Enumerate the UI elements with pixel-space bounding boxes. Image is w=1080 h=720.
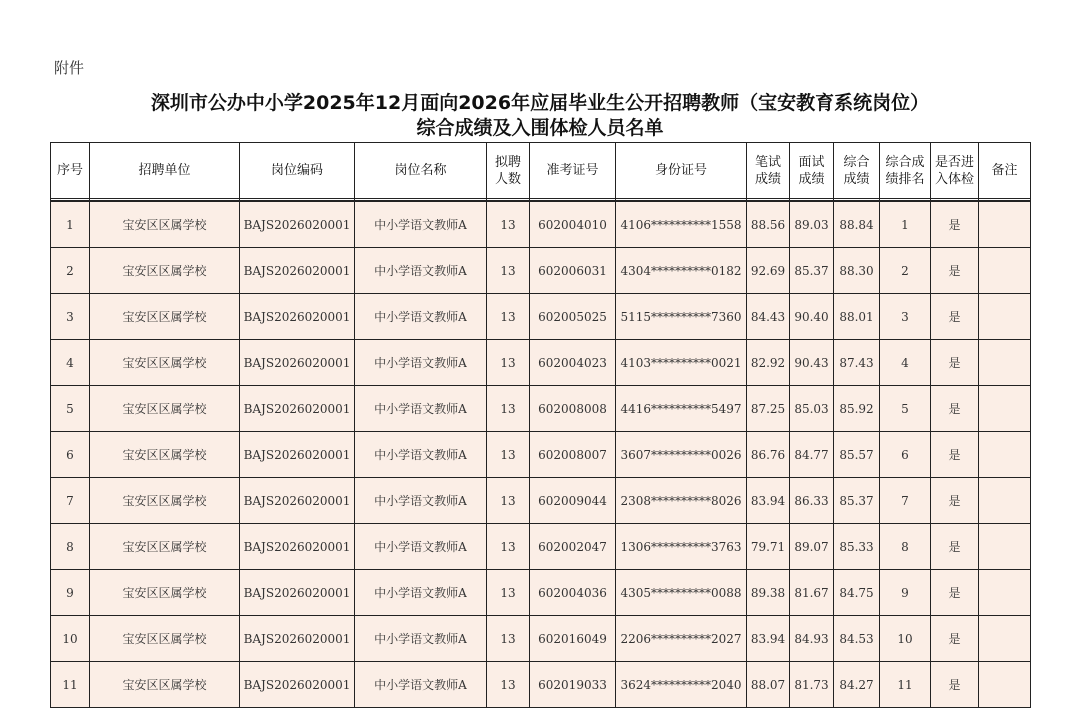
cell-unit: 宝安区区属学校 bbox=[90, 616, 240, 662]
cell-interview-score: 89.03 bbox=[790, 201, 834, 248]
cell-rank: 9 bbox=[880, 570, 931, 616]
cell-post-code: BAJS2026020001 bbox=[240, 248, 355, 294]
table-row bbox=[51, 340, 1031, 386]
cell-remarks bbox=[979, 478, 1031, 524]
cell-written-score: 84.43 bbox=[747, 294, 790, 340]
header-post-name bbox=[355, 143, 487, 199]
header-exam-no-label: 准考证号 bbox=[546, 163, 599, 178]
cell-seq: 10 bbox=[51, 616, 90, 662]
cell-total-score: 88.30 bbox=[834, 248, 880, 294]
cell-id-no: 5115**********7360 bbox=[616, 294, 747, 340]
cell-medical-check: 是 bbox=[931, 294, 979, 340]
cell-post-code: BAJS2026020001 bbox=[240, 524, 355, 570]
cell-total-score: 85.57 bbox=[834, 432, 880, 478]
cell-interview-score: 81.73 bbox=[790, 662, 834, 708]
cell-quota: 13 bbox=[487, 524, 530, 570]
cell-written-score: 92.69 bbox=[747, 248, 790, 294]
cell-seq: 8 bbox=[51, 524, 90, 570]
cell-seq: 7 bbox=[51, 478, 90, 524]
cell-remarks bbox=[979, 662, 1031, 708]
cell-unit: 宝安区区属学校 bbox=[90, 340, 240, 386]
cell-id-no: 4416**********5497 bbox=[616, 386, 747, 432]
cell-remarks bbox=[979, 432, 1031, 478]
cell-rank: 1 bbox=[880, 201, 931, 248]
cell-quota: 13 bbox=[487, 340, 530, 386]
cell-medical-check: 是 bbox=[931, 616, 979, 662]
cell-total-score: 85.37 bbox=[834, 478, 880, 524]
cell-remarks bbox=[979, 524, 1031, 570]
cell-quota: 13 bbox=[487, 570, 530, 616]
table-row bbox=[51, 294, 1031, 340]
cell-remarks bbox=[979, 616, 1031, 662]
cell-medical-check: 是 bbox=[931, 340, 979, 386]
cell-post-code: BAJS2026020001 bbox=[240, 201, 355, 248]
cell-post-code: BAJS2026020001 bbox=[240, 662, 355, 708]
header-post-name-label: 岗位名称 bbox=[394, 163, 447, 178]
table-row bbox=[51, 201, 1031, 248]
cell-total-score: 85.92 bbox=[834, 386, 880, 432]
header-rank-line1: 综合成 bbox=[885, 154, 925, 170]
header-written bbox=[747, 143, 790, 199]
cell-quota: 13 bbox=[487, 201, 530, 248]
header-rank-line2: 绩排名 bbox=[885, 171, 925, 187]
cell-interview-score: 84.77 bbox=[790, 432, 834, 478]
cell-post-name: 中小学语文教师A bbox=[355, 662, 487, 708]
cell-written-score: 88.07 bbox=[747, 662, 790, 708]
header-medical-line2: 入体检 bbox=[934, 171, 974, 187]
table-row bbox=[51, 662, 1031, 708]
table-header-row bbox=[51, 143, 1031, 199]
cell-post-name: 中小学语文教师A bbox=[355, 616, 487, 662]
cell-interview-score: 81.67 bbox=[790, 570, 834, 616]
cell-remarks bbox=[979, 294, 1031, 340]
cell-unit: 宝安区区属学校 bbox=[90, 201, 240, 248]
cell-quota: 13 bbox=[487, 662, 530, 708]
cell-exam-no: 602004036 bbox=[530, 570, 616, 616]
cell-interview-score: 90.43 bbox=[790, 340, 834, 386]
header-interview-line2: 成绩 bbox=[798, 171, 825, 187]
cell-post-name: 中小学语文教师A bbox=[355, 386, 487, 432]
header-id-no bbox=[616, 143, 747, 199]
cell-remarks bbox=[979, 570, 1031, 616]
attachment-label: 附件 bbox=[54, 59, 85, 77]
cell-rank: 5 bbox=[880, 386, 931, 432]
header-seq bbox=[51, 143, 90, 199]
table-row bbox=[51, 616, 1031, 662]
cell-written-score: 89.38 bbox=[747, 570, 790, 616]
table-row bbox=[51, 432, 1031, 478]
header-unit bbox=[90, 143, 240, 199]
cell-total-score: 84.75 bbox=[834, 570, 880, 616]
cell-post-name: 中小学语文教师A bbox=[355, 570, 487, 616]
cell-total-score: 84.53 bbox=[834, 616, 880, 662]
cell-unit: 宝安区区属学校 bbox=[90, 248, 240, 294]
header-total bbox=[834, 143, 880, 199]
cell-quota: 13 bbox=[487, 478, 530, 524]
cell-written-score: 83.94 bbox=[747, 616, 790, 662]
cell-id-no: 4106**********1558 bbox=[616, 201, 747, 248]
cell-exam-no: 602008008 bbox=[530, 386, 616, 432]
header-interview-line1: 面试 bbox=[798, 154, 825, 170]
cell-post-code: BAJS2026020001 bbox=[240, 432, 355, 478]
cell-post-name: 中小学语文教师A bbox=[355, 432, 487, 478]
cell-written-score: 83.94 bbox=[747, 478, 790, 524]
cell-seq: 4 bbox=[51, 340, 90, 386]
cell-remarks bbox=[979, 248, 1031, 294]
cell-quota: 13 bbox=[487, 386, 530, 432]
cell-exam-no: 602002047 bbox=[530, 524, 616, 570]
cell-rank: 3 bbox=[880, 294, 931, 340]
cell-post-code: BAJS2026020001 bbox=[240, 478, 355, 524]
cell-quota: 13 bbox=[487, 432, 530, 478]
cell-unit: 宝安区区属学校 bbox=[90, 662, 240, 708]
cell-written-score: 87.25 bbox=[747, 386, 790, 432]
header-total-line1: 综合 bbox=[843, 154, 870, 170]
cell-written-score: 82.92 bbox=[747, 340, 790, 386]
cell-written-score: 88.56 bbox=[747, 201, 790, 248]
table-row bbox=[51, 524, 1031, 570]
header-remarks-label: 备注 bbox=[991, 163, 1018, 178]
cell-post-code: BAJS2026020001 bbox=[240, 386, 355, 432]
table-row bbox=[51, 386, 1031, 432]
cell-seq: 11 bbox=[51, 662, 90, 708]
cell-written-score: 86.76 bbox=[747, 432, 790, 478]
cell-total-score: 84.27 bbox=[834, 662, 880, 708]
cell-rank: 2 bbox=[880, 248, 931, 294]
cell-unit: 宝安区区属学校 bbox=[90, 294, 240, 340]
cell-seq: 1 bbox=[51, 201, 90, 248]
cell-id-no: 4103**********0021 bbox=[616, 340, 747, 386]
cell-post-code: BAJS2026020001 bbox=[240, 340, 355, 386]
cell-exam-no: 602004023 bbox=[530, 340, 616, 386]
cell-interview-score: 84.93 bbox=[790, 616, 834, 662]
cell-id-no: 4305**********0088 bbox=[616, 570, 747, 616]
cell-medical-check: 是 bbox=[931, 201, 979, 248]
results-table bbox=[50, 142, 1031, 708]
cell-id-no: 3607**********0026 bbox=[616, 432, 747, 478]
cell-quota: 13 bbox=[487, 294, 530, 340]
cell-medical-check: 是 bbox=[931, 570, 979, 616]
cell-exam-no: 602016049 bbox=[530, 616, 616, 662]
cell-post-code: BAJS2026020001 bbox=[240, 570, 355, 616]
header-written-line1: 笔试 bbox=[754, 154, 781, 170]
header-unit-label: 招聘单位 bbox=[138, 163, 191, 178]
cell-exam-no: 602004010 bbox=[530, 201, 616, 248]
cell-total-score: 85.33 bbox=[834, 524, 880, 570]
header-id-no-label: 身份证号 bbox=[654, 163, 707, 178]
cell-written-score: 79.71 bbox=[747, 524, 790, 570]
cell-quota: 13 bbox=[487, 248, 530, 294]
cell-remarks bbox=[979, 386, 1031, 432]
cell-post-name: 中小学语文教师A bbox=[355, 524, 487, 570]
cell-unit: 宝安区区属学校 bbox=[90, 570, 240, 616]
header-rank bbox=[880, 143, 931, 199]
cell-id-no: 3624**********2040 bbox=[616, 662, 747, 708]
cell-unit: 宝安区区属学校 bbox=[90, 432, 240, 478]
cell-post-name: 中小学语文教师A bbox=[355, 201, 487, 248]
cell-id-no: 1306**********3763 bbox=[616, 524, 747, 570]
cell-interview-score: 90.40 bbox=[790, 294, 834, 340]
cell-exam-no: 602019033 bbox=[530, 662, 616, 708]
cell-interview-score: 85.03 bbox=[790, 386, 834, 432]
cell-exam-no: 602008007 bbox=[530, 432, 616, 478]
cell-interview-score: 85.37 bbox=[790, 248, 834, 294]
header-quota bbox=[487, 143, 530, 199]
cell-medical-check: 是 bbox=[931, 386, 979, 432]
cell-id-no: 2308**********8026 bbox=[616, 478, 747, 524]
cell-seq: 6 bbox=[51, 432, 90, 478]
cell-quota: 13 bbox=[487, 616, 530, 662]
table-row bbox=[51, 248, 1031, 294]
header-post-code-label: 岗位编码 bbox=[270, 163, 323, 178]
header-exam-no bbox=[530, 143, 616, 199]
header-written-line2: 成绩 bbox=[754, 171, 781, 187]
cell-total-score: 88.01 bbox=[834, 294, 880, 340]
cell-rank: 7 bbox=[880, 478, 931, 524]
cell-interview-score: 86.33 bbox=[790, 478, 834, 524]
cell-medical-check: 是 bbox=[931, 432, 979, 478]
header-medical bbox=[931, 143, 979, 199]
cell-post-name: 中小学语文教师A bbox=[355, 294, 487, 340]
cell-total-score: 87.43 bbox=[834, 340, 880, 386]
cell-exam-no: 602009044 bbox=[530, 478, 616, 524]
cell-rank: 6 bbox=[880, 432, 931, 478]
cell-remarks bbox=[979, 201, 1031, 248]
cell-medical-check: 是 bbox=[931, 478, 979, 524]
cell-id-no: 4304**********0182 bbox=[616, 248, 747, 294]
cell-seq: 9 bbox=[51, 570, 90, 616]
document-title: 深圳市公办中小学2025年12月面向2026年应届毕业生公开招聘教师（宝安教育系统岗位） bbox=[150, 92, 930, 114]
cell-seq: 3 bbox=[51, 294, 90, 340]
cell-seq: 2 bbox=[51, 248, 90, 294]
cell-interview-score: 89.07 bbox=[790, 524, 834, 570]
cell-exam-no: 602005025 bbox=[530, 294, 616, 340]
cell-rank: 10 bbox=[880, 616, 931, 662]
cell-post-name: 中小学语文教师A bbox=[355, 478, 487, 524]
document-subtitle: 综合成绩及入围体检人员名单 bbox=[416, 117, 664, 139]
cell-seq: 5 bbox=[51, 386, 90, 432]
cell-unit: 宝安区区属学校 bbox=[90, 478, 240, 524]
header-quota-line2: 人数 bbox=[494, 171, 521, 187]
cell-rank: 11 bbox=[880, 662, 931, 708]
header-quota-line1: 拟聘 bbox=[494, 154, 521, 170]
cell-post-code: BAJS2026020001 bbox=[240, 294, 355, 340]
cell-unit: 宝安区区属学校 bbox=[90, 524, 240, 570]
header-remarks bbox=[979, 143, 1031, 199]
header-post-code bbox=[240, 143, 355, 199]
cell-post-name: 中小学语文教师A bbox=[355, 340, 487, 386]
cell-medical-check: 是 bbox=[931, 524, 979, 570]
table-row bbox=[51, 478, 1031, 524]
header-interview bbox=[790, 143, 834, 199]
cell-total-score: 88.84 bbox=[834, 201, 880, 248]
cell-rank: 4 bbox=[880, 340, 931, 386]
cell-exam-no: 602006031 bbox=[530, 248, 616, 294]
header-medical-line1: 是否进 bbox=[934, 154, 974, 170]
cell-medical-check: 是 bbox=[931, 662, 979, 708]
cell-remarks bbox=[979, 340, 1031, 386]
header-seq-label: 序号 bbox=[56, 163, 83, 178]
cell-post-name: 中小学语文教师A bbox=[355, 248, 487, 294]
cell-rank: 8 bbox=[880, 524, 931, 570]
cell-unit: 宝安区区属学校 bbox=[90, 386, 240, 432]
table-row bbox=[51, 570, 1031, 616]
cell-medical-check: 是 bbox=[931, 248, 979, 294]
header-total-line2: 成绩 bbox=[843, 171, 870, 187]
cell-id-no: 2206**********2027 bbox=[616, 616, 747, 662]
cell-post-code: BAJS2026020001 bbox=[240, 616, 355, 662]
